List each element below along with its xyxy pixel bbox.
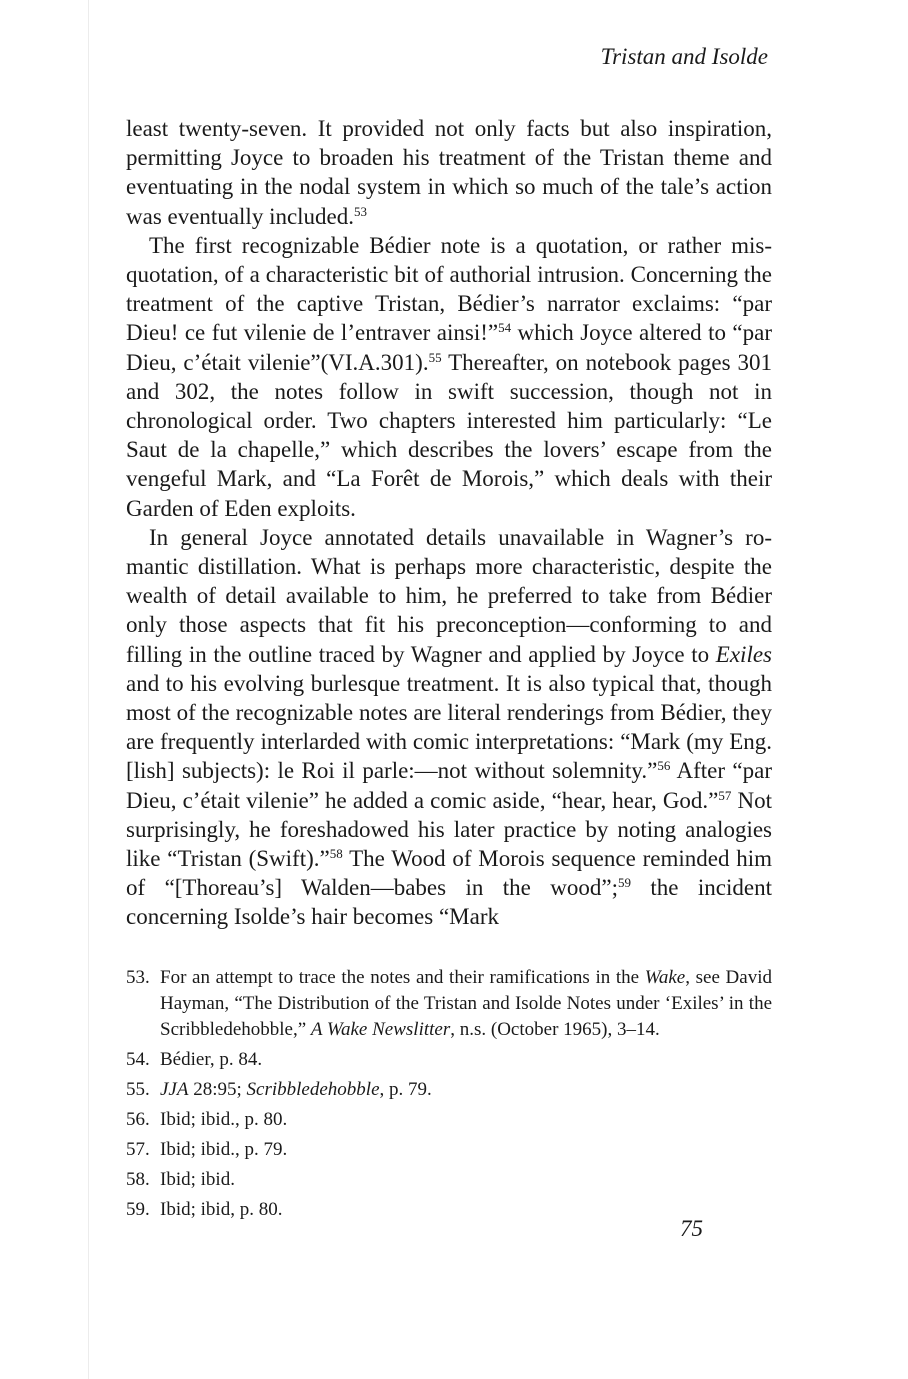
footnote-ref-54[interactable]: 54 bbox=[498, 320, 512, 336]
page-number: 75 bbox=[680, 1216, 703, 1241]
footnote-58: 58. Ibid; ibid. bbox=[126, 1169, 235, 1190]
footnote-ref-59[interactable]: 59 bbox=[618, 875, 631, 891]
footnote-59: 59. Ibid; ibid, p. 80. bbox=[126, 1199, 283, 1220]
footnotes bbox=[126, 965, 772, 1223]
footnote-ref-56[interactable]: 56 bbox=[657, 758, 671, 774]
footnote-53: 53. For an attempt to trace the notes and their ramifications in the Wake, see David Hayman, “The Distribution of the Tristan and Isolde Notes under ‘Exiles’ in the Scribbledehobble,” A Wake Newslitter, n.s. (October 1965), 3–14. bbox=[126, 967, 772, 1040]
footnote-ref-53[interactable]: 53 bbox=[354, 203, 368, 219]
paragraph-1: least twenty-seven. It provided not only facts but also inspiration, permitting Joyce to broaden his treatment of the Tristan theme and eventuating in the nodal system in which so much of the tale’s action was eventually included.$^{53}$ bbox=[126, 116, 772, 229]
footnote-57: 57. Ibid; ibid., p. 79. bbox=[126, 1139, 288, 1160]
paragraph-2: The first recognizable Bédier note is a quotation, or rather misquotation, of a characteristic bit of authorial intrusion. Concerning the treatment of the captive Tristan, Bédier’s narrator exclaims: “par Dieu! ce fut vilenie de l’entraver ainsi!”$^{54}$ which Joyce altered to “par Dieu, c’était vilenie”(VI.A.301).$^{55}$ Thereafter, on notebook pages 301 and 302, the notes follow in swift succession, though not in chronological order. Two chapters interested him particularly: “Le Saut de la chapelle,” which describes the lovers’ escape from the vengeful Mark, and “La Forêt de Morois,” which deals with their Garden of Eden exploits. bbox=[126, 232, 773, 521]
running-head: Tristan and Isolde bbox=[600, 44, 768, 69]
body-text bbox=[126, 114, 772, 932]
footnote-55: 55. JJA 28:95; Scribbledehobble, p. 79. bbox=[126, 1079, 432, 1100]
footnote-ref-58[interactable]: 58 bbox=[329, 846, 343, 862]
footnote-54: 54. Bédier, p. 84. bbox=[126, 1049, 263, 1070]
footnote-56: 56. Ibid; ibid., p. 80. bbox=[126, 1109, 288, 1130]
footnote-ref-55[interactable]: 55 bbox=[428, 349, 442, 365]
page-gutter-edge bbox=[88, 0, 89, 1379]
paragraph-3: In general Joyce annotated details unavailable in Wagner’s romantic distillation. What is perhaps more characteristic, despite the wealth of detail available to him, he preferred to take from Bédier only those aspects that fit his preconception—conforming to and filling in the outline traced by Wagner and applied by Joyce to Exiles and to his evolving burlesque treatment. It is also typical that, though most of the recognizable notes are literal renderings from Bédier, they are frequently interlarded with comic interpretations: “Mark (my Eng.[lish] subjects): le Roi il parle:—not without solemnity.”$^{56}$ After “par Dieu, c’était vilenie” he added a comic aside, “hear, hear, God.”$^{57}$ Not surprisingly, he foreshadowed his later practice by noting analogies like “Tristan (Swift).”$^{58}$ The Wood of Morois sequence reminded him of “[Thoreau’s] Walden—babes in the wood”;$^{59}$ the incident concerning Isolde’s hair becomes “Mark bbox=[126, 524, 773, 930]
footnote-ref-57[interactable]: 57 bbox=[718, 787, 732, 803]
